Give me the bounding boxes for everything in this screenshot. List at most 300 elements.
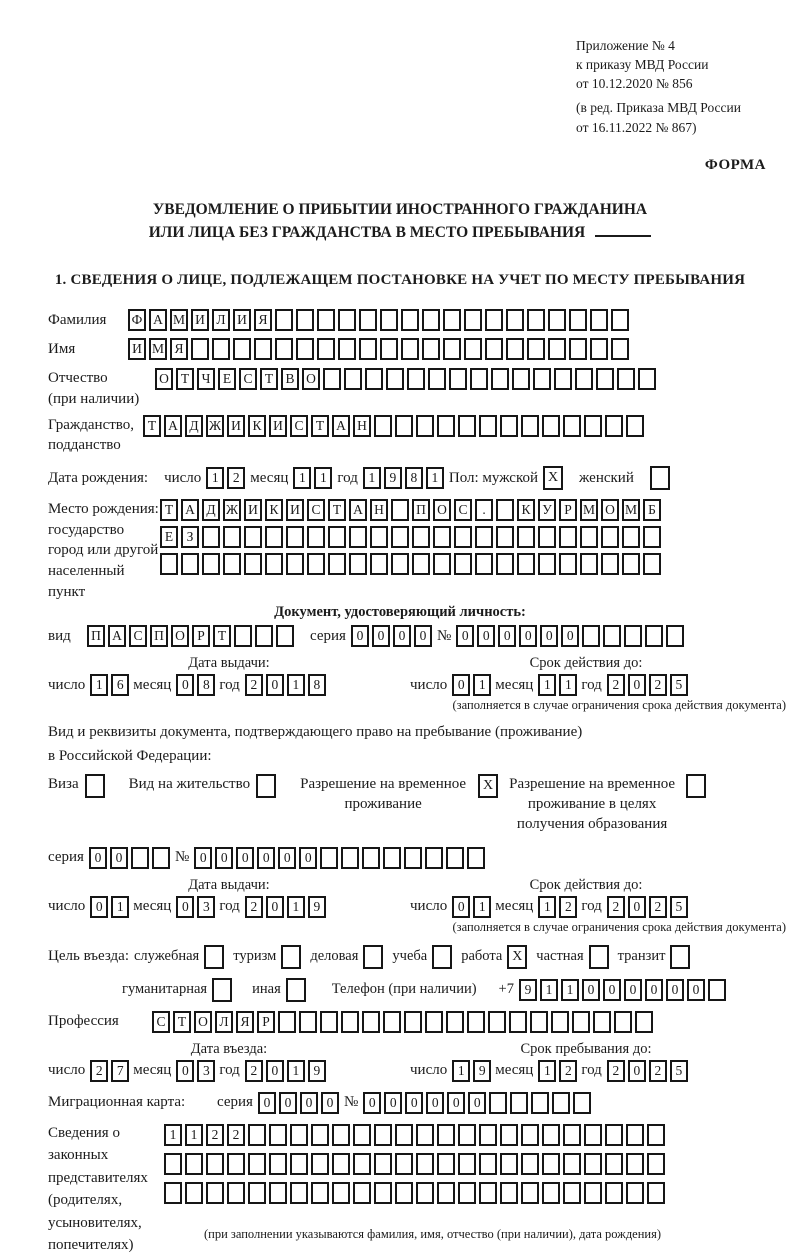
char-cell[interactable] <box>391 553 409 575</box>
char-cell[interactable] <box>582 625 600 647</box>
char-cell[interactable] <box>458 1182 476 1204</box>
char-cell[interactable] <box>311 1124 329 1146</box>
char-cell[interactable] <box>446 1011 464 1033</box>
char-cell[interactable] <box>572 1011 590 1033</box>
char-cell[interactable] <box>575 368 593 390</box>
char-cell[interactable] <box>617 368 635 390</box>
char-cell[interactable]: 9 <box>384 467 402 489</box>
char-cell[interactable]: О <box>433 499 451 521</box>
char-cell[interactable]: 0 <box>447 1092 465 1114</box>
char-cell[interactable]: 6 <box>111 674 129 696</box>
char-cell[interactable]: 1 <box>559 674 577 696</box>
char-cell[interactable] <box>401 309 419 331</box>
char-cell[interactable] <box>530 1011 548 1033</box>
char-cell[interactable]: Т <box>328 499 346 521</box>
char-cell[interactable]: Р <box>559 499 577 521</box>
char-cell[interactable]: 8 <box>405 467 423 489</box>
char-cell[interactable]: О <box>171 625 189 647</box>
char-cell[interactable]: 0 <box>628 674 646 696</box>
char-cell[interactable] <box>542 1153 560 1175</box>
char-cell[interactable] <box>626 415 644 437</box>
char-cell[interactable]: 1 <box>287 1060 305 1082</box>
char-cell[interactable] <box>269 1153 287 1175</box>
char-cell[interactable]: 0 <box>194 847 212 869</box>
char-cell[interactable] <box>531 1092 549 1114</box>
char-cell[interactable] <box>527 338 545 360</box>
char-cell[interactable]: Т <box>311 415 329 437</box>
char-cell[interactable] <box>638 368 656 390</box>
char-cell[interactable] <box>437 1124 455 1146</box>
char-cell[interactable] <box>202 526 220 548</box>
char-cell[interactable] <box>542 1124 560 1146</box>
char-cell[interactable]: 0 <box>258 1092 276 1114</box>
char-cell[interactable] <box>500 1124 518 1146</box>
char-cell[interactable]: Т <box>260 368 278 390</box>
char-cell[interactable]: 2 <box>206 1124 224 1146</box>
char-cell[interactable]: 1 <box>185 1124 203 1146</box>
char-cell[interactable] <box>563 1182 581 1204</box>
char-cell[interactable]: 0 <box>666 979 684 1001</box>
char-cell[interactable] <box>479 415 497 437</box>
char-cell[interactable] <box>433 553 451 575</box>
char-cell[interactable]: 1 <box>426 467 444 489</box>
char-cell[interactable] <box>412 553 430 575</box>
char-cell[interactable] <box>269 1182 287 1204</box>
char-cell[interactable] <box>496 526 514 548</box>
char-cell[interactable] <box>223 526 241 548</box>
char-cell[interactable] <box>464 338 482 360</box>
char-cell[interactable]: Н <box>370 499 388 521</box>
char-cell[interactable]: 0 <box>452 674 470 696</box>
char-cell[interactable] <box>395 1182 413 1204</box>
char-cell[interactable] <box>458 415 476 437</box>
char-cell[interactable] <box>416 1124 434 1146</box>
char-cell[interactable]: 9 <box>473 1060 491 1082</box>
char-cell[interactable] <box>626 1153 644 1175</box>
char-cell[interactable]: 2 <box>607 896 625 918</box>
char-cell[interactable]: У <box>538 499 556 521</box>
char-cell[interactable] <box>509 1011 527 1033</box>
char-cell[interactable] <box>244 553 262 575</box>
char-cell[interactable] <box>596 368 614 390</box>
char-cell[interactable] <box>584 1182 602 1204</box>
char-cell[interactable] <box>584 1153 602 1175</box>
char-cell[interactable] <box>517 553 535 575</box>
char-cell[interactable]: 1 <box>473 896 491 918</box>
char-cell[interactable] <box>353 1182 371 1204</box>
char-cell[interactable]: И <box>269 415 287 437</box>
char-cell[interactable]: 0 <box>176 896 194 918</box>
char-cell[interactable]: 1 <box>538 1060 556 1082</box>
char-cell[interactable] <box>374 1153 392 1175</box>
char-cell[interactable]: 5 <box>670 674 688 696</box>
char-cell[interactable]: 1 <box>314 467 332 489</box>
char-cell[interactable]: 0 <box>468 1092 486 1114</box>
char-cell[interactable]: А <box>181 499 199 521</box>
char-cell[interactable] <box>666 625 684 647</box>
char-cell[interactable]: 0 <box>384 1092 402 1114</box>
char-cell[interactable] <box>489 1092 507 1114</box>
char-cell[interactable] <box>422 309 440 331</box>
char-cell[interactable]: 0 <box>687 979 705 1001</box>
char-cell[interactable]: 1 <box>452 1060 470 1082</box>
char-cell[interactable] <box>317 309 335 331</box>
char-cell[interactable] <box>708 979 726 1001</box>
char-cell[interactable] <box>395 1124 413 1146</box>
char-cell[interactable]: 5 <box>670 1060 688 1082</box>
char-cell[interactable] <box>569 309 587 331</box>
char-cell[interactable] <box>605 1124 623 1146</box>
char-cell[interactable]: 1 <box>206 467 224 489</box>
char-cell[interactable] <box>538 526 556 548</box>
char-cell[interactable]: Т <box>173 1011 191 1033</box>
char-cell[interactable] <box>206 1182 224 1204</box>
char-cell[interactable]: 1 <box>473 674 491 696</box>
purpose-official-checkbox[interactable] <box>204 945 224 969</box>
char-cell[interactable] <box>643 553 661 575</box>
char-cell[interactable] <box>359 309 377 331</box>
char-cell[interactable] <box>307 526 325 548</box>
char-cell[interactable] <box>533 368 551 390</box>
char-cell[interactable]: 0 <box>299 847 317 869</box>
char-cell[interactable] <box>475 526 493 548</box>
char-cell[interactable] <box>580 553 598 575</box>
char-cell[interactable]: Т <box>213 625 231 647</box>
char-cell[interactable] <box>500 1182 518 1204</box>
char-cell[interactable] <box>296 338 314 360</box>
char-cell[interactable] <box>512 368 530 390</box>
char-cell[interactable] <box>601 553 619 575</box>
char-cell[interactable]: 1 <box>540 979 558 1001</box>
char-cell[interactable]: И <box>227 415 245 437</box>
char-cell[interactable] <box>454 526 472 548</box>
char-cell[interactable] <box>433 526 451 548</box>
char-cell[interactable]: Е <box>160 526 178 548</box>
char-cell[interactable] <box>404 1011 422 1033</box>
char-cell[interactable] <box>605 1153 623 1175</box>
char-cell[interactable] <box>320 1011 338 1033</box>
char-cell[interactable]: 1 <box>90 674 108 696</box>
char-cell[interactable]: 0 <box>215 847 233 869</box>
char-cell[interactable] <box>428 368 446 390</box>
char-cell[interactable]: 1 <box>287 896 305 918</box>
char-cell[interactable] <box>353 1124 371 1146</box>
char-cell[interactable] <box>506 338 524 360</box>
char-cell[interactable]: 2 <box>90 1060 108 1082</box>
char-cell[interactable] <box>485 309 503 331</box>
purpose-tourism-checkbox[interactable] <box>281 945 301 969</box>
char-cell[interactable]: Л <box>215 1011 233 1033</box>
purpose-study-checkbox[interactable] <box>432 945 452 969</box>
char-cell[interactable] <box>422 338 440 360</box>
sex-male-checkbox[interactable]: X <box>543 466 563 490</box>
char-cell[interactable] <box>563 415 581 437</box>
char-cell[interactable] <box>365 368 383 390</box>
char-cell[interactable] <box>349 553 367 575</box>
char-cell[interactable] <box>521 415 539 437</box>
purpose-work-checkbox[interactable]: X <box>507 945 527 969</box>
char-cell[interactable] <box>185 1182 203 1204</box>
char-cell[interactable]: 0 <box>279 1092 297 1114</box>
char-cell[interactable] <box>328 553 346 575</box>
char-cell[interactable] <box>248 1153 266 1175</box>
char-cell[interactable] <box>374 1124 392 1146</box>
char-cell[interactable] <box>416 1153 434 1175</box>
char-cell[interactable] <box>605 415 623 437</box>
char-cell[interactable] <box>212 338 230 360</box>
char-cell[interactable] <box>510 1092 528 1114</box>
char-cell[interactable]: 0 <box>176 1060 194 1082</box>
char-cell[interactable] <box>425 1011 443 1033</box>
char-cell[interactable] <box>521 1124 539 1146</box>
char-cell[interactable] <box>563 1124 581 1146</box>
char-cell[interactable] <box>542 415 560 437</box>
char-cell[interactable] <box>590 309 608 331</box>
char-cell[interactable] <box>338 338 356 360</box>
char-cell[interactable] <box>479 1153 497 1175</box>
char-cell[interactable]: Е <box>218 368 236 390</box>
char-cell[interactable]: Р <box>257 1011 275 1033</box>
char-cell[interactable] <box>131 847 149 869</box>
char-cell[interactable]: 2 <box>649 1060 667 1082</box>
char-cell[interactable]: 0 <box>351 625 369 647</box>
char-cell[interactable]: 2 <box>649 896 667 918</box>
char-cell[interactable] <box>391 526 409 548</box>
char-cell[interactable] <box>500 415 518 437</box>
char-cell[interactable]: Ф <box>128 309 146 331</box>
char-cell[interactable] <box>332 1124 350 1146</box>
purpose-private-checkbox[interactable] <box>589 945 609 969</box>
char-cell[interactable] <box>248 1182 266 1204</box>
char-cell[interactable] <box>286 526 304 548</box>
char-cell[interactable]: С <box>239 368 257 390</box>
char-cell[interactable] <box>521 1153 539 1175</box>
char-cell[interactable]: 0 <box>561 625 579 647</box>
char-cell[interactable] <box>265 526 283 548</box>
char-cell[interactable]: 0 <box>582 979 600 1001</box>
char-cell[interactable]: 1 <box>561 979 579 1001</box>
char-cell[interactable] <box>573 1092 591 1114</box>
char-cell[interactable]: Н <box>353 415 371 437</box>
char-cell[interactable]: 0 <box>540 625 558 647</box>
char-cell[interactable] <box>374 415 392 437</box>
purpose-other-checkbox[interactable] <box>286 978 306 1002</box>
char-cell[interactable]: Я <box>170 338 188 360</box>
char-cell[interactable] <box>386 368 404 390</box>
char-cell[interactable] <box>341 1011 359 1033</box>
char-cell[interactable] <box>559 553 577 575</box>
char-cell[interactable] <box>338 309 356 331</box>
char-cell[interactable] <box>383 1011 401 1033</box>
char-cell[interactable] <box>647 1124 665 1146</box>
char-cell[interactable] <box>332 1182 350 1204</box>
char-cell[interactable] <box>370 526 388 548</box>
char-cell[interactable] <box>275 338 293 360</box>
char-cell[interactable] <box>624 625 642 647</box>
char-cell[interactable] <box>359 338 377 360</box>
char-cell[interactable]: 2 <box>559 1060 577 1082</box>
char-cell[interactable]: С <box>129 625 147 647</box>
char-cell[interactable]: Д <box>202 499 220 521</box>
char-cell[interactable] <box>296 309 314 331</box>
char-cell[interactable] <box>395 1153 413 1175</box>
char-cell[interactable] <box>307 553 325 575</box>
char-cell[interactable]: И <box>128 338 146 360</box>
char-cell[interactable]: 1 <box>293 467 311 489</box>
char-cell[interactable]: А <box>332 415 350 437</box>
char-cell[interactable]: С <box>290 415 308 437</box>
char-cell[interactable]: 2 <box>227 1124 245 1146</box>
char-cell[interactable] <box>485 338 503 360</box>
char-cell[interactable]: 0 <box>266 896 284 918</box>
char-cell[interactable] <box>290 1182 308 1204</box>
char-cell[interactable]: И <box>244 499 262 521</box>
char-cell[interactable] <box>622 526 640 548</box>
char-cell[interactable]: О <box>601 499 619 521</box>
char-cell[interactable]: 0 <box>477 625 495 647</box>
char-cell[interactable] <box>527 309 545 331</box>
char-cell[interactable]: 9 <box>519 979 537 1001</box>
char-cell[interactable] <box>362 847 380 869</box>
char-cell[interactable]: 2 <box>245 896 263 918</box>
char-cell[interactable] <box>470 368 488 390</box>
char-cell[interactable]: 0 <box>257 847 275 869</box>
char-cell[interactable]: А <box>108 625 126 647</box>
char-cell[interactable] <box>227 1153 245 1175</box>
char-cell[interactable]: 0 <box>372 625 390 647</box>
char-cell[interactable] <box>380 309 398 331</box>
char-cell[interactable] <box>206 1153 224 1175</box>
char-cell[interactable]: 1 <box>111 896 129 918</box>
char-cell[interactable]: А <box>164 415 182 437</box>
char-cell[interactable]: Р <box>192 625 210 647</box>
char-cell[interactable] <box>552 1092 570 1114</box>
char-cell[interactable] <box>454 553 472 575</box>
char-cell[interactable] <box>443 309 461 331</box>
char-cell[interactable] <box>370 553 388 575</box>
char-cell[interactable]: И <box>286 499 304 521</box>
char-cell[interactable] <box>569 338 587 360</box>
char-cell[interactable] <box>542 1182 560 1204</box>
char-cell[interactable] <box>152 847 170 869</box>
char-cell[interactable] <box>323 368 341 390</box>
char-cell[interactable]: 0 <box>266 674 284 696</box>
char-cell[interactable]: 1 <box>164 1124 182 1146</box>
char-cell[interactable]: 2 <box>245 1060 263 1082</box>
char-cell[interactable]: М <box>580 499 598 521</box>
char-cell[interactable]: 0 <box>90 896 108 918</box>
char-cell[interactable]: 0 <box>278 847 296 869</box>
char-cell[interactable] <box>181 553 199 575</box>
char-cell[interactable] <box>380 338 398 360</box>
char-cell[interactable]: П <box>87 625 105 647</box>
char-cell[interactable] <box>425 847 443 869</box>
char-cell[interactable] <box>164 1182 182 1204</box>
char-cell[interactable] <box>202 553 220 575</box>
char-cell[interactable]: П <box>412 499 430 521</box>
char-cell[interactable] <box>278 1011 296 1033</box>
char-cell[interactable] <box>185 1153 203 1175</box>
char-cell[interactable]: 1 <box>363 467 381 489</box>
temp-residence-checkbox[interactable]: X <box>478 774 498 798</box>
char-cell[interactable] <box>584 1124 602 1146</box>
char-cell[interactable] <box>160 553 178 575</box>
char-cell[interactable]: П <box>150 625 168 647</box>
char-cell[interactable]: 0 <box>628 1060 646 1082</box>
char-cell[interactable] <box>611 338 629 360</box>
char-cell[interactable] <box>362 1011 380 1033</box>
char-cell[interactable]: 0 <box>452 896 470 918</box>
char-cell[interactable] <box>521 1182 539 1204</box>
char-cell[interactable]: Т <box>176 368 194 390</box>
char-cell[interactable] <box>506 309 524 331</box>
char-cell[interactable]: 0 <box>498 625 516 647</box>
char-cell[interactable] <box>317 338 335 360</box>
char-cell[interactable] <box>437 1182 455 1204</box>
char-cell[interactable] <box>593 1011 611 1033</box>
char-cell[interactable]: И <box>191 309 209 331</box>
char-cell[interactable]: 2 <box>607 1060 625 1082</box>
char-cell[interactable]: 0 <box>405 1092 423 1114</box>
char-cell[interactable] <box>580 526 598 548</box>
char-cell[interactable] <box>290 1153 308 1175</box>
char-cell[interactable] <box>275 309 293 331</box>
char-cell[interactable] <box>643 526 661 548</box>
char-cell[interactable]: 1 <box>287 674 305 696</box>
char-cell[interactable]: Д <box>185 415 203 437</box>
char-cell[interactable]: 2 <box>559 896 577 918</box>
char-cell[interactable] <box>164 1153 182 1175</box>
char-cell[interactable] <box>635 1011 653 1033</box>
char-cell[interactable] <box>437 1153 455 1175</box>
char-cell[interactable] <box>254 338 272 360</box>
char-cell[interactable] <box>449 368 467 390</box>
char-cell[interactable] <box>467 847 485 869</box>
char-cell[interactable] <box>248 1124 266 1146</box>
char-cell[interactable] <box>269 1124 287 1146</box>
char-cell[interactable] <box>458 1124 476 1146</box>
char-cell[interactable] <box>548 309 566 331</box>
char-cell[interactable]: 7 <box>111 1060 129 1082</box>
char-cell[interactable]: 9 <box>308 896 326 918</box>
char-cell[interactable] <box>286 553 304 575</box>
char-cell[interactable]: 8 <box>197 674 215 696</box>
char-cell[interactable]: 0 <box>89 847 107 869</box>
char-cell[interactable]: 0 <box>321 1092 339 1114</box>
char-cell[interactable]: Б <box>643 499 661 521</box>
char-cell[interactable] <box>255 625 273 647</box>
char-cell[interactable] <box>437 415 455 437</box>
char-cell[interactable] <box>191 338 209 360</box>
visa-checkbox[interactable] <box>85 774 105 798</box>
char-cell[interactable] <box>496 499 514 521</box>
char-cell[interactable] <box>500 1153 518 1175</box>
char-cell[interactable]: И <box>233 309 251 331</box>
char-cell[interactable] <box>311 1182 329 1204</box>
char-cell[interactable]: 0 <box>266 1060 284 1082</box>
char-cell[interactable]: К <box>517 499 535 521</box>
char-cell[interactable]: С <box>454 499 472 521</box>
char-cell[interactable] <box>233 338 251 360</box>
char-cell[interactable] <box>611 309 629 331</box>
char-cell[interactable] <box>622 553 640 575</box>
char-cell[interactable]: 0 <box>519 625 537 647</box>
char-cell[interactable] <box>401 338 419 360</box>
char-cell[interactable]: О <box>155 368 173 390</box>
sex-female-checkbox[interactable] <box>650 466 670 490</box>
char-cell[interactable]: 2 <box>649 674 667 696</box>
purpose-business-checkbox[interactable] <box>363 945 383 969</box>
